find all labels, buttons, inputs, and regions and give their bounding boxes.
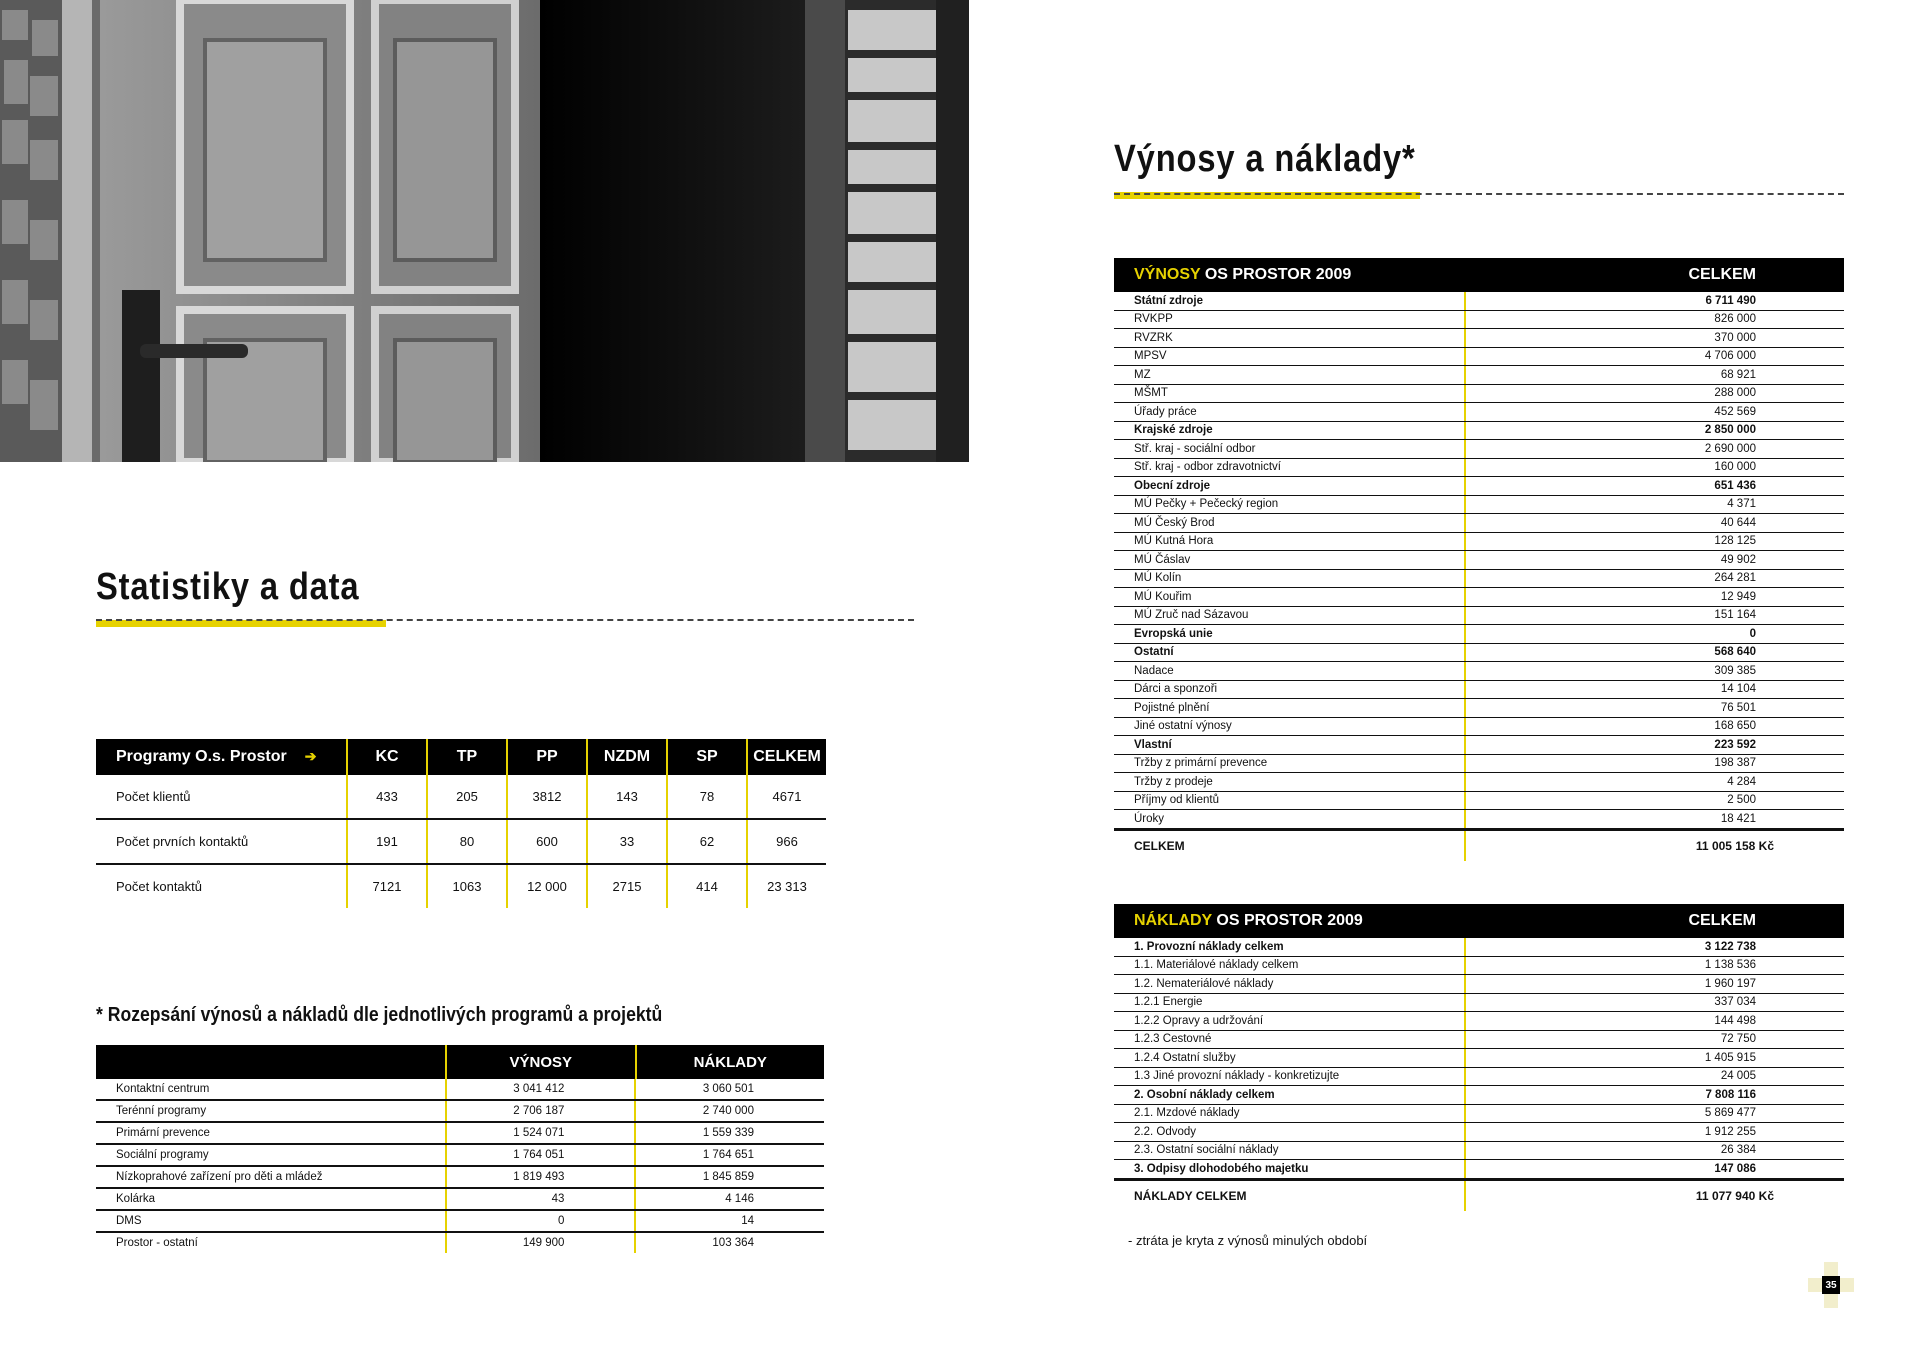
item-value: 128 125 bbox=[1464, 533, 1844, 551]
program-naklady: 103 364 bbox=[634, 1233, 824, 1253]
table-row bbox=[96, 1189, 824, 1211]
revenue-table-header bbox=[1114, 258, 1844, 292]
item-value: 4 371 bbox=[1464, 496, 1844, 514]
stats-table-header bbox=[96, 739, 826, 775]
costs-header-title: NÁKLADY OS PROSTOR 2009 bbox=[1134, 912, 1363, 929]
item-value: 24 005 bbox=[1464, 1068, 1844, 1086]
item-name: Dárci a sponzoři bbox=[1134, 683, 1218, 696]
program-vynosy: 1 524 071 bbox=[445, 1123, 635, 1143]
table-row bbox=[1114, 551, 1844, 570]
stats-col-nzdm: NZDM bbox=[586, 739, 666, 775]
table-row bbox=[1114, 570, 1844, 589]
revenue-total-label: CELKEM bbox=[1134, 838, 1185, 853]
table-row bbox=[1114, 311, 1844, 330]
table-row bbox=[1114, 755, 1844, 774]
item-value: 7 808 116 bbox=[1464, 1086, 1844, 1104]
program-name: Kolárka bbox=[116, 1193, 155, 1205]
item-name: RVKPP bbox=[1134, 313, 1173, 326]
item-name: Obecní zdroje bbox=[1134, 479, 1211, 492]
program-vynosy: 149 900 bbox=[445, 1233, 635, 1253]
cell: 80 bbox=[426, 820, 506, 863]
item-name: MÚ Kutná Hora bbox=[1134, 535, 1214, 548]
item-value: 1 138 536 bbox=[1464, 957, 1844, 975]
cell: 2715 bbox=[586, 865, 666, 908]
table-row bbox=[1114, 366, 1844, 385]
item-value: 826 000 bbox=[1464, 311, 1844, 329]
item-name: MÚ Čáslav bbox=[1134, 553, 1191, 566]
item-value: 76 501 bbox=[1464, 699, 1844, 717]
program-name: DMS bbox=[116, 1215, 142, 1227]
table-row bbox=[1114, 736, 1844, 755]
table-row bbox=[96, 1123, 824, 1145]
item-value: 5 869 477 bbox=[1464, 1105, 1844, 1123]
item-name: Jiné ostatní výnosy bbox=[1134, 720, 1232, 733]
item-value: 6 711 490 bbox=[1464, 292, 1844, 310]
program-naklady: 1 764 651 bbox=[634, 1145, 824, 1165]
item-name: Úroky bbox=[1134, 812, 1165, 825]
program-vynosy: 2 706 187 bbox=[445, 1101, 635, 1121]
item-name: 1.2.4 Ostatní služby bbox=[1134, 1051, 1236, 1064]
item-name: Stř. kraj - odbor zdravotnictví bbox=[1134, 461, 1281, 474]
row-label: Počet klientů bbox=[116, 789, 191, 804]
item-name: Pojistné plnění bbox=[1134, 701, 1210, 714]
cell: 191 bbox=[346, 820, 426, 863]
item-name: MPSV bbox=[1134, 350, 1167, 363]
table-row bbox=[1114, 773, 1844, 792]
cell: 78 bbox=[666, 775, 746, 818]
row-label: Počet prvních kontaktů bbox=[116, 834, 249, 849]
item-value: 2 850 000 bbox=[1464, 422, 1844, 440]
table-row bbox=[1114, 718, 1844, 737]
item-value: 147 086 bbox=[1464, 1160, 1844, 1178]
item-value: 68 921 bbox=[1464, 366, 1844, 384]
table-row bbox=[1114, 662, 1844, 681]
program-naklady: 2 740 000 bbox=[634, 1101, 824, 1121]
item-value: 568 640 bbox=[1464, 644, 1844, 662]
revenue-header-total: CELKEM bbox=[1688, 266, 1756, 283]
item-name: 1.3 Jiné provozní náklady - konkretizujte bbox=[1134, 1070, 1340, 1083]
costs-table bbox=[1114, 904, 1844, 1211]
stats-col-tp: TP bbox=[426, 739, 506, 775]
program-name: Terénní programy bbox=[116, 1105, 207, 1117]
revenue-table bbox=[1114, 258, 1844, 861]
table-row bbox=[1114, 329, 1844, 348]
item-name: RVZRK bbox=[1134, 331, 1173, 344]
item-value: 144 498 bbox=[1464, 1012, 1844, 1030]
item-name: 1. Provozní náklady celkem bbox=[1134, 940, 1284, 953]
program-naklady: 14 bbox=[634, 1211, 824, 1231]
revenue-header-title: VÝNOSY OS PROSTOR 2009 bbox=[1134, 266, 1352, 283]
revenue-total-row bbox=[1114, 829, 1844, 861]
item-value: 151 164 bbox=[1464, 607, 1844, 625]
item-name: 1.2.2 Opravy a udržování bbox=[1134, 1014, 1264, 1027]
stats-table bbox=[96, 739, 826, 908]
table-row bbox=[96, 1101, 824, 1123]
item-name: Tržby z prodeje bbox=[1134, 775, 1213, 788]
section-title-finance: Výnosy a náklady* bbox=[1114, 138, 1416, 180]
program-vynosy: 1 819 493 bbox=[445, 1167, 635, 1187]
program-vynosy: 0 bbox=[445, 1211, 635, 1231]
page-number-badge bbox=[1808, 1262, 1854, 1308]
item-name: Nadace bbox=[1134, 664, 1174, 677]
cell: 62 bbox=[666, 820, 746, 863]
program-naklady: 3 060 501 bbox=[634, 1079, 824, 1099]
table-row bbox=[1114, 1086, 1844, 1105]
cell: 966 bbox=[746, 820, 826, 863]
cell: 23 313 bbox=[746, 865, 826, 908]
program-naklady: 1 845 859 bbox=[634, 1167, 824, 1187]
item-value: 452 569 bbox=[1464, 403, 1844, 421]
costs-total-row bbox=[1114, 1179, 1844, 1211]
item-name: 1.2.1 Energie bbox=[1134, 996, 1203, 1009]
table-row bbox=[1114, 459, 1844, 478]
table-row bbox=[1114, 810, 1844, 829]
arrow-right-icon: ➔ bbox=[304, 748, 317, 764]
item-value: 12 949 bbox=[1464, 588, 1844, 606]
item-value: 264 281 bbox=[1464, 570, 1844, 588]
title-dashed-rule bbox=[1114, 193, 1844, 195]
stats-col-kc: KC bbox=[346, 739, 426, 775]
costs-header-total: CELKEM bbox=[1688, 912, 1756, 929]
table-row bbox=[1114, 792, 1844, 811]
table-row bbox=[1114, 496, 1844, 515]
table-row bbox=[1114, 1123, 1844, 1142]
item-value: 14 104 bbox=[1464, 681, 1844, 699]
table-row bbox=[1114, 514, 1844, 533]
item-value: 26 384 bbox=[1464, 1142, 1844, 1160]
item-value: 4 284 bbox=[1464, 773, 1844, 791]
table-row bbox=[1114, 422, 1844, 441]
stats-header-label: Programy O.s. Prostor ➔ bbox=[116, 748, 317, 765]
revenue-total-value: 11 005 158 Kč bbox=[1464, 831, 1844, 861]
item-name: MÚ Zruč nad Sázavou bbox=[1134, 609, 1249, 622]
table-row bbox=[1114, 533, 1844, 552]
table-row bbox=[1114, 1068, 1844, 1087]
costs-total-value: 11 077 940 Kč bbox=[1464, 1181, 1844, 1211]
cell: 12 000 bbox=[506, 865, 586, 908]
loss-note: - ztráta je kryta z výnosů minulých období bbox=[1128, 1233, 1368, 1248]
item-value: 651 436 bbox=[1464, 477, 1844, 495]
item-name: 2.1. Mzdové náklady bbox=[1134, 1107, 1240, 1120]
cell: 433 bbox=[346, 775, 426, 818]
table-row bbox=[1114, 699, 1844, 718]
table-row bbox=[96, 1145, 824, 1167]
program-name: Prostor - ostatní bbox=[116, 1237, 198, 1249]
item-value: 309 385 bbox=[1464, 662, 1844, 680]
table-row bbox=[1114, 1012, 1844, 1031]
table-row bbox=[1114, 644, 1844, 663]
table-row bbox=[1114, 348, 1844, 367]
item-name: 1.2.3 Cestovné bbox=[1134, 1033, 1212, 1046]
item-name: 2.2. Odvody bbox=[1134, 1125, 1197, 1138]
item-name: MÚ Kolín bbox=[1134, 572, 1182, 585]
item-value: 160 000 bbox=[1464, 459, 1844, 477]
table-row bbox=[96, 1167, 824, 1189]
item-name: Krajské zdroje bbox=[1134, 424, 1213, 437]
table-row bbox=[1114, 1142, 1844, 1161]
item-value: 3 122 738 bbox=[1464, 938, 1844, 956]
item-value: 223 592 bbox=[1464, 736, 1844, 754]
item-name: Státní zdroje bbox=[1134, 294, 1204, 307]
item-name: 2.3. Ostatní sociální náklady bbox=[1134, 1144, 1279, 1157]
program-name: Kontaktní centrum bbox=[116, 1083, 210, 1095]
table-row bbox=[96, 820, 826, 865]
item-name: MZ bbox=[1134, 368, 1151, 381]
item-value: 40 644 bbox=[1464, 514, 1844, 532]
table-row bbox=[96, 775, 826, 820]
cell: 414 bbox=[666, 865, 746, 908]
item-name: Ostatní bbox=[1134, 646, 1174, 659]
stats-col-sp: SP bbox=[666, 739, 746, 775]
stats-col-celkem: CELKEM bbox=[746, 739, 826, 775]
item-name: 2. Osobní náklady celkem bbox=[1134, 1088, 1275, 1101]
table-row bbox=[1114, 292, 1844, 311]
program-name: Primární prevence bbox=[116, 1127, 210, 1139]
table-row bbox=[96, 1211, 824, 1233]
cell: 7121 bbox=[346, 865, 426, 908]
cell: 3812 bbox=[506, 775, 586, 818]
title-underline-highlight bbox=[96, 620, 386, 627]
program-vynosy: 3 041 412 bbox=[445, 1079, 635, 1099]
item-value: 337 034 bbox=[1464, 994, 1844, 1012]
item-name: 1.2. Nemateriálové náklady bbox=[1134, 977, 1274, 990]
item-name: MŠMT bbox=[1134, 387, 1168, 400]
cell: 143 bbox=[586, 775, 666, 818]
item-name: MÚ Český Brod bbox=[1134, 516, 1215, 529]
cell: 205 bbox=[426, 775, 506, 818]
programs-subtitle: * Rozepsání výnosů a nákladů dle jednotlivých programů a projektů bbox=[96, 1004, 663, 1026]
cell: 4671 bbox=[746, 775, 826, 818]
program-vynosy: 43 bbox=[445, 1189, 635, 1209]
table-row bbox=[1114, 403, 1844, 422]
program-name: Nízkoprahové zařízení pro děti a mládež bbox=[116, 1171, 323, 1183]
table-row bbox=[96, 1233, 824, 1253]
table-row bbox=[1114, 625, 1844, 644]
table-row bbox=[1114, 477, 1844, 496]
table-row bbox=[1114, 994, 1844, 1013]
item-value: 4 706 000 bbox=[1464, 348, 1844, 366]
costs-total-label: NÁKLADY CELKEM bbox=[1134, 1188, 1247, 1203]
item-value: 72 750 bbox=[1464, 1031, 1844, 1049]
table-row bbox=[96, 865, 826, 908]
item-name: Tržby z primární prevence bbox=[1134, 757, 1268, 770]
cell: 33 bbox=[586, 820, 666, 863]
programs-col-vynosy: VÝNOSY bbox=[445, 1045, 634, 1079]
item-name: Úřady práce bbox=[1134, 405, 1197, 418]
item-value: 1 960 197 bbox=[1464, 975, 1844, 993]
item-value: 370 000 bbox=[1464, 329, 1844, 347]
table-row bbox=[1114, 957, 1844, 976]
table-row bbox=[1114, 1160, 1844, 1179]
door-photo bbox=[0, 0, 969, 462]
item-value: 2 690 000 bbox=[1464, 440, 1844, 458]
item-name: Evropská unie bbox=[1134, 627, 1213, 640]
item-value: 168 650 bbox=[1464, 718, 1844, 736]
item-name: MÚ Kouřim bbox=[1134, 590, 1192, 603]
program-naklady: 4 146 bbox=[634, 1189, 824, 1209]
item-name: Vlastní bbox=[1134, 738, 1172, 751]
program-name: Sociální programy bbox=[116, 1149, 209, 1161]
table-row bbox=[1114, 588, 1844, 607]
program-vynosy: 1 764 051 bbox=[445, 1145, 635, 1165]
table-row bbox=[1114, 607, 1844, 626]
title-dashed-rule bbox=[96, 619, 914, 621]
table-row bbox=[1114, 1031, 1844, 1050]
item-value: 49 902 bbox=[1464, 551, 1844, 569]
item-name: 1.1. Materiálové náklady celkem bbox=[1134, 959, 1299, 972]
table-row bbox=[1114, 1049, 1844, 1068]
table-row bbox=[1114, 681, 1844, 700]
item-value: 0 bbox=[1464, 625, 1844, 643]
table-row bbox=[1114, 440, 1844, 459]
costs-table-header bbox=[1114, 904, 1844, 938]
cell: 600 bbox=[506, 820, 586, 863]
item-name: 3. Odpisy dlohodobého majetku bbox=[1134, 1162, 1309, 1175]
item-value: 1 912 255 bbox=[1464, 1123, 1844, 1141]
item-name: MÚ Pečky + Pečecký region bbox=[1134, 498, 1279, 511]
section-title-statistics: Statistiky a data bbox=[96, 566, 360, 608]
item-name: Stř. kraj - sociální odbor bbox=[1134, 442, 1256, 455]
row-label: Počet kontaktů bbox=[116, 879, 202, 894]
programs-table bbox=[96, 1045, 824, 1253]
item-name: Příjmy od klientů bbox=[1134, 794, 1220, 807]
cell: 1063 bbox=[426, 865, 506, 908]
item-value: 2 500 bbox=[1464, 792, 1844, 810]
item-value: 1 405 915 bbox=[1464, 1049, 1844, 1067]
stats-col-pp: PP bbox=[506, 739, 586, 775]
table-row bbox=[1114, 938, 1844, 957]
table-row bbox=[1114, 385, 1844, 404]
item-value: 288 000 bbox=[1464, 385, 1844, 403]
page-number: 35 bbox=[1822, 1276, 1840, 1294]
programs-col-naklady: NÁKLADY bbox=[635, 1045, 824, 1079]
programs-table-header bbox=[96, 1045, 824, 1079]
item-value: 198 387 bbox=[1464, 755, 1844, 773]
program-naklady: 1 559 339 bbox=[634, 1123, 824, 1143]
item-value: 18 421 bbox=[1464, 810, 1844, 828]
table-row bbox=[96, 1079, 824, 1101]
table-row bbox=[1114, 975, 1844, 994]
table-row bbox=[1114, 1105, 1844, 1124]
